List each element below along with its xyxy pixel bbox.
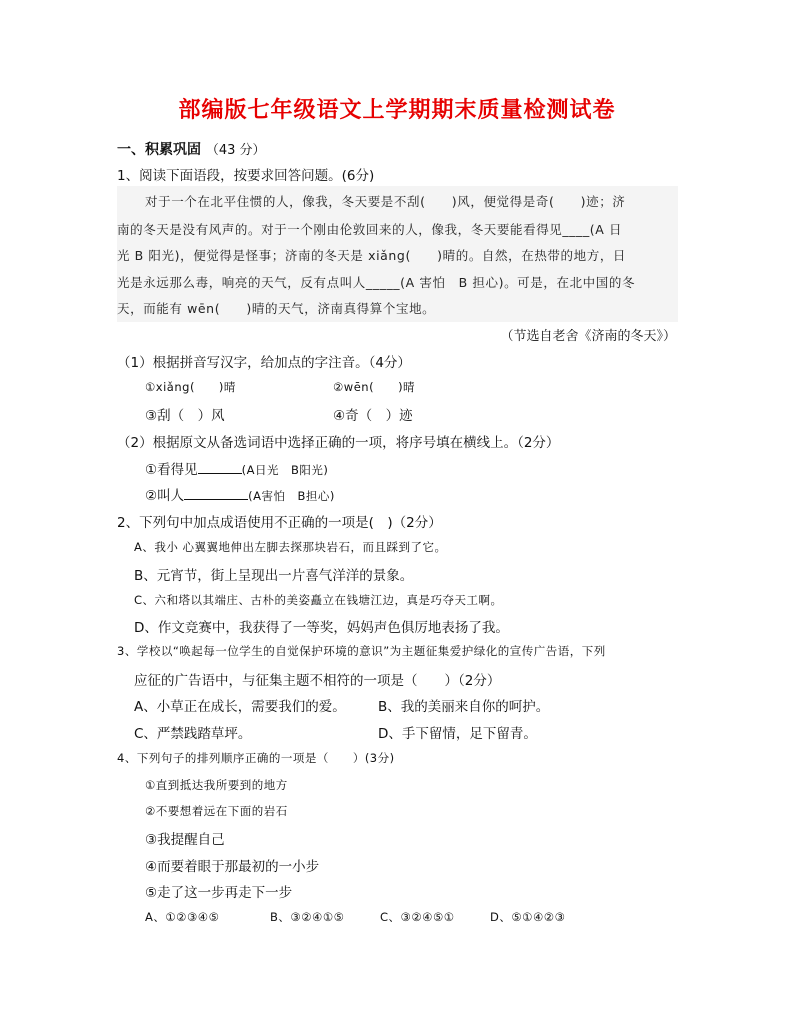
passage-line-4: 光是永远那么毒，响亮的天气，反有点叫人_____(A 害怕 B 担心)。可是，在北中国的冬	[117, 275, 636, 290]
q1-sub1-c: ③刮（ ）风	[145, 408, 225, 424]
q4-option-d: D、⑤①④②③	[490, 910, 566, 924]
section-heading	[117, 139, 266, 159]
q4-item-2: ②不要想着远在下面的岩石	[145, 804, 288, 818]
answer-blank[interactable]	[198, 461, 242, 474]
passage-source: （节选自老舍《济南的冬天》）	[500, 329, 676, 344]
passage-line-5: 天，而能有 wēn( )晴的天气，济南真得算个宝地。	[117, 301, 436, 316]
section-points: （43 分）	[205, 143, 266, 158]
q4-item-1: ①直到抵达我所要到的地方	[145, 778, 288, 792]
passage-line-3: 光 B 阳光)，便觉得是怪事；济南的冬天是 xiǎng( )晴的。自然，在热带的地方，日	[117, 248, 627, 263]
q1-sub2-a-choices: (A日光 B阳光)	[241, 463, 329, 477]
q4-option-a: A、①②③④⑤	[145, 910, 220, 924]
q3-stem-line-1: 3、学校以“唤起每一位学生的自觉保护环境的意识”为主题征集爱护绿化的宣传广告语，下列	[117, 644, 606, 658]
q1-sub2-b-choices: (A害怕 B担心)	[248, 489, 335, 503]
q2-option-d: D、作文竞赛中，我获得了一等奖，妈妈声色俱厉地表扬了我。	[134, 620, 509, 636]
q4-option-b: B、③②④①⑤	[270, 910, 345, 924]
q3-option-d: D、手下留情，足下留青。	[378, 726, 537, 742]
q1-sub1-b: ②wēn( )晴	[333, 380, 416, 394]
q4-option-c: C、③②④⑤①	[380, 910, 455, 924]
q1-sub2-b-prefix: ②叫人	[145, 488, 185, 504]
q3-option-c: C、严禁践踏草坪。	[134, 726, 252, 742]
q4-item-4: ④而要着眼于那最初的一小步	[145, 859, 320, 875]
q4-item-5: ⑤走了这一步再走下一步	[145, 885, 293, 901]
q1-sub1-d: ④奇（ ）迹	[333, 408, 413, 424]
q1-sub2-a	[145, 458, 328, 478]
q2-option-c: C、六和塔以其端庄、古朴的美姿矗立在钱塘江边，真是巧夺天工啊。	[134, 593, 503, 607]
q3-stem-line-2: 应征的广告语中，与征集主题不相符的一项是（ ）（2分）	[134, 673, 501, 689]
q1-sub2-a-prefix: ①看得见	[145, 462, 198, 478]
section-label: 一、积累巩固	[117, 142, 201, 158]
q4-item-3: ③我提醒自己	[145, 832, 225, 848]
q3-option-a: A、小草正在成长，需要我们的爱。	[134, 699, 346, 715]
page-title: 部编版七年级语文上学期期末质量检测试卷	[178, 98, 616, 123]
q1-sub1-stem: （1）根据拼音写汉字，给加点的字注音。（4分）	[117, 355, 411, 371]
q1-sub2-stem: （2）根据原文从备选词语中选择正确的一项，将序号填在横线上。（2分）	[117, 435, 560, 451]
answer-blank[interactable]	[184, 487, 248, 500]
q1-stem: 1、阅读下面语段，按要求回答问题。(6分)	[117, 168, 375, 184]
q1-sub1-a: ①xiǎng( )晴	[145, 380, 236, 394]
q2-option-a: A、我小 心翼翼地伸出左脚去探那块岩石，而且踩到了它。	[134, 540, 447, 554]
passage-line-2: 南的冬天是没有风声的。对于一个刚由伦敦回来的人，像我，冬天要能看得见____(A 日	[117, 222, 623, 237]
passage-line-1: 对于一个在北平住惯的人，像我，冬天要是不刮( )风，便觉得是奇( )迹；济	[145, 194, 626, 209]
q3-option-b: B、我的美丽来自你的呵护。	[378, 699, 550, 715]
q2-stem: 2、下列句中加点成语使用不正确的一项是( )（2分）	[117, 515, 442, 531]
q2-option-b: B、元宵节，街上呈现出一片喜气洋洋的景象。	[134, 568, 414, 584]
q1-sub2-b	[145, 484, 335, 504]
q4-stem: 4、下列句子的排列顺序正确的一项是（ ）(3分)	[117, 751, 395, 765]
